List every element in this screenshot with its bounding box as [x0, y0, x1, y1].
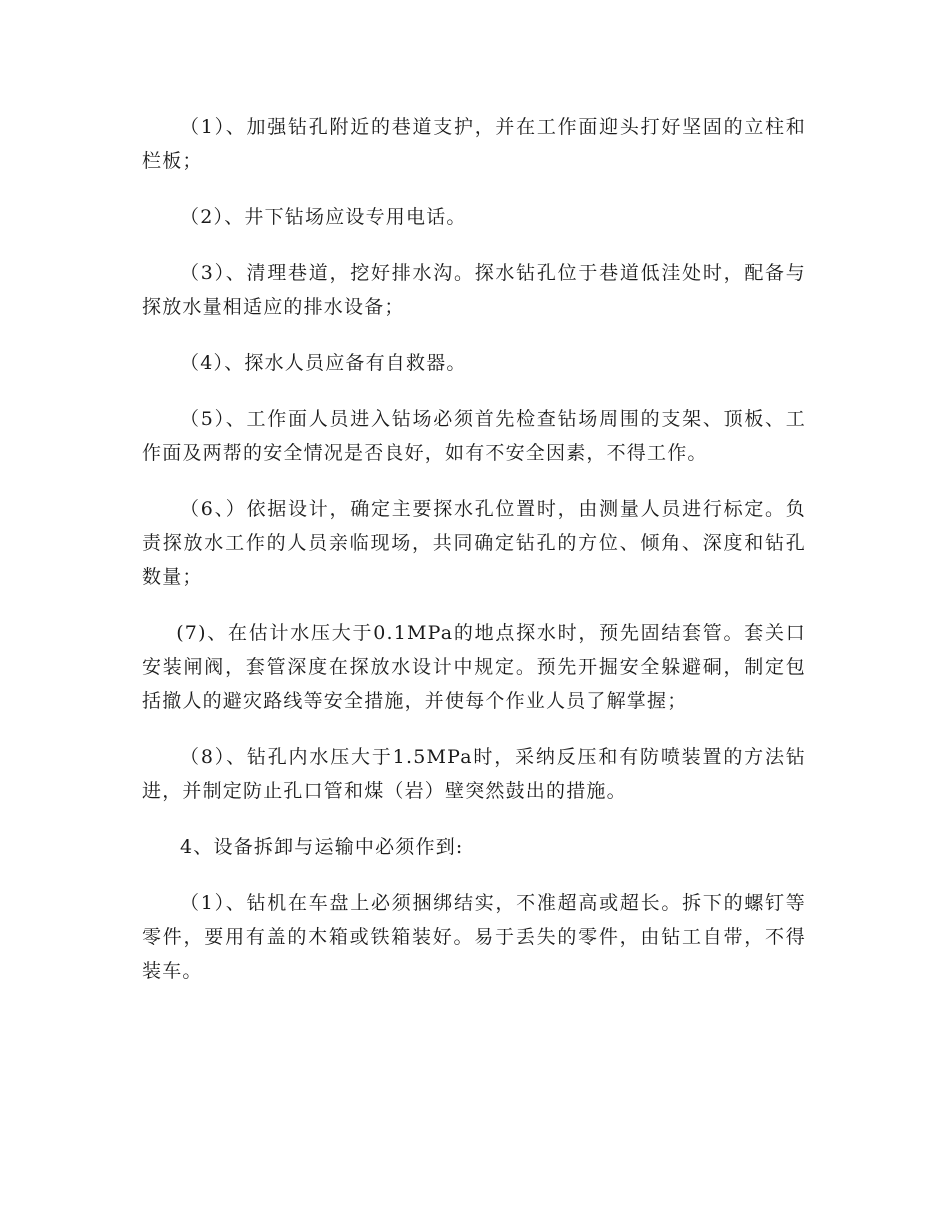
paragraph-high-pressure-drilling: （8）、钻孔内水压大于1.5MPa时，采纳反压和有防喷装置的方法钻进，并制定防止孔口管和煤（岩）壁突然鼓出的措施。	[142, 746, 806, 802]
paragraph-self-rescuer: （4）、探水人员应备有自救器。	[180, 352, 467, 374]
paragraph-drainage: （3）、清理巷道，挖好排水沟。探水钻孔位于巷道低洼处时，配备与探放水量相适应的排水设备；	[142, 262, 806, 318]
section-heading-equipment-transport: 4、设备拆卸与运输中必须作到:	[180, 836, 464, 858]
paragraph-borehole-marking: （6、）依据设计，确定主要探水孔位置时，由测量人员进行标定。负责探放水工作的人员亲临现场，共同确定钻孔的方位、倾角、深度和钻孔数量；	[142, 498, 806, 588]
paragraph-dedicated-phone: （2）、井下钻场应设专用电话。	[180, 206, 467, 228]
paragraph-water-pressure-casing: (7)、在估计水压大于0.1MPa的地点探水时，预先固结套管。套关口安装闸阀，套管深度在探放水设计中规定。预先开掘安全躲避硐，制定包括撤人的避灾路线等安全措施，并使每个作业人员了解掌握；	[142, 622, 806, 712]
paragraph-drill-transport: （1）、钻机在车盘上必须捆绑结实，不准超高或超长。拆下的螺钉等零件，要用有盖的木箱或铁箱装好。易于丢失的零件，由钻工自带，不得装车。	[142, 892, 806, 982]
paragraph-reinforce-support: （1）、加强钻孔附近的巷道支护，并在工作面迎头打好坚固的立柱和栏板；	[142, 116, 806, 172]
document-body	[142, 110, 806, 1010]
paragraph-safety-check: （5）、工作面人员进入钻场必须首先检查钻场周围的支架、顶板、工作面及两帮的安全情况是否良好，如有不安全因素，不得工作。	[142, 408, 806, 464]
